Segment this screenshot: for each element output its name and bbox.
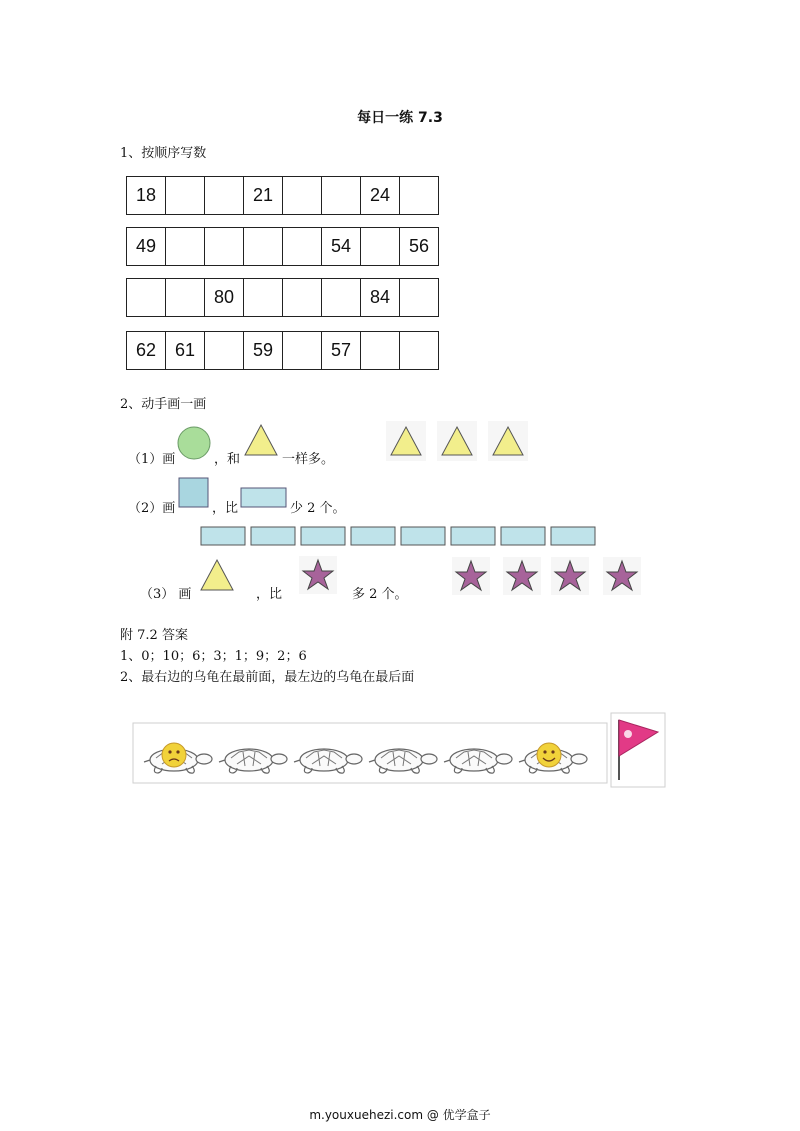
- answers-heading: 附 7.2 答案: [120, 628, 188, 643]
- q2-p2-tail: 少 2 个。: [290, 501, 346, 516]
- rectangle-icon: [301, 527, 345, 545]
- q2-p1-tail: 一样多。: [282, 452, 335, 467]
- number-cell[interactable]: [244, 279, 283, 317]
- rectangle-icon: [551, 527, 595, 545]
- number-cell[interactable]: [400, 177, 439, 215]
- sad-face-icon: [162, 743, 186, 767]
- number-cell[interactable]: [283, 177, 322, 215]
- q2-p2-mid: ，比: [212, 501, 239, 516]
- star-icon: [551, 557, 589, 595]
- q1-heading: 1、按顺序写数: [120, 146, 207, 161]
- number-cell[interactable]: [361, 332, 400, 370]
- rectangle-row: [199, 522, 601, 550]
- number-row-4: [126, 331, 439, 370]
- number-cell: 80: [205, 279, 244, 317]
- rectangle-icon: [351, 527, 395, 545]
- number-cell[interactable]: [205, 177, 244, 215]
- answers-line-2: 2、最右边的乌龟在最前面，最左边的乌龟在最后面: [120, 670, 415, 685]
- triangle-icon: [198, 557, 236, 593]
- q2-p1-mid: ，和: [214, 452, 241, 467]
- number-cell: 57: [322, 332, 361, 370]
- triangle-icon: [437, 421, 477, 461]
- number-cell[interactable]: [400, 332, 439, 370]
- number-cell: 59: [244, 332, 283, 370]
- q2-heading: 2、动手画一画: [120, 397, 207, 412]
- number-cell: 84: [361, 279, 400, 317]
- number-cell[interactable]: [166, 228, 205, 266]
- star-icon: [452, 557, 490, 595]
- number-cell: 49: [127, 228, 166, 266]
- number-cell[interactable]: [322, 177, 361, 215]
- footer-watermark: m.youxuehezi.com @ 优学盒子: [309, 1108, 491, 1122]
- star-icon: [299, 556, 337, 594]
- star-icon: [503, 557, 541, 595]
- rectangle-icon: [501, 527, 545, 545]
- number-row-3: [126, 278, 439, 317]
- rectangle-icon: [451, 527, 495, 545]
- number-cell: 54: [322, 228, 361, 266]
- page-title: 每日一练 7.3: [357, 110, 443, 126]
- star-icon: [603, 557, 641, 595]
- number-cell[interactable]: [166, 279, 205, 317]
- number-cell: 18: [127, 177, 166, 215]
- number-cell: 21: [244, 177, 283, 215]
- number-cell[interactable]: [166, 177, 205, 215]
- number-row-1: [126, 176, 439, 215]
- number-cell: 56: [400, 228, 439, 266]
- number-cell[interactable]: [283, 332, 322, 370]
- rectangle-icon: [251, 527, 295, 545]
- turtle-race-image: [132, 722, 608, 784]
- triangle-icon: [386, 421, 426, 461]
- answers-line-1: 1、0；10；6；3；1；9；2；6: [120, 649, 307, 664]
- circle-icon: [176, 425, 212, 461]
- number-cell[interactable]: [205, 332, 244, 370]
- q2-p2-lead: （2）画: [128, 501, 176, 516]
- number-cell[interactable]: [361, 228, 400, 266]
- rectangle-icon: [201, 527, 245, 545]
- number-cell: 61: [166, 332, 205, 370]
- rectangle-icon: [240, 487, 288, 509]
- number-cell[interactable]: [244, 228, 283, 266]
- number-cell[interactable]: [283, 279, 322, 317]
- number-cell[interactable]: [283, 228, 322, 266]
- q2-p3-lead: （3） 画: [140, 587, 192, 602]
- q2-p3-tail: 多 2 个。: [352, 587, 408, 602]
- number-cell[interactable]: [127, 279, 166, 317]
- square-icon: [178, 477, 210, 509]
- triangle-icon: [242, 422, 280, 458]
- number-cell: 24: [361, 177, 400, 215]
- number-cell[interactable]: [400, 279, 439, 317]
- rectangle-icon: [401, 527, 445, 545]
- triangle-icon: [488, 421, 528, 461]
- finish-flag-image: [610, 712, 666, 788]
- q2-p1-lead: （1）画: [128, 452, 176, 467]
- number-cell[interactable]: [205, 228, 244, 266]
- number-cell[interactable]: [322, 279, 361, 317]
- number-row-2: [126, 227, 439, 266]
- q2-p3-mid: ，比: [256, 587, 283, 602]
- number-cell: 62: [127, 332, 166, 370]
- happy-face-icon: [537, 743, 561, 767]
